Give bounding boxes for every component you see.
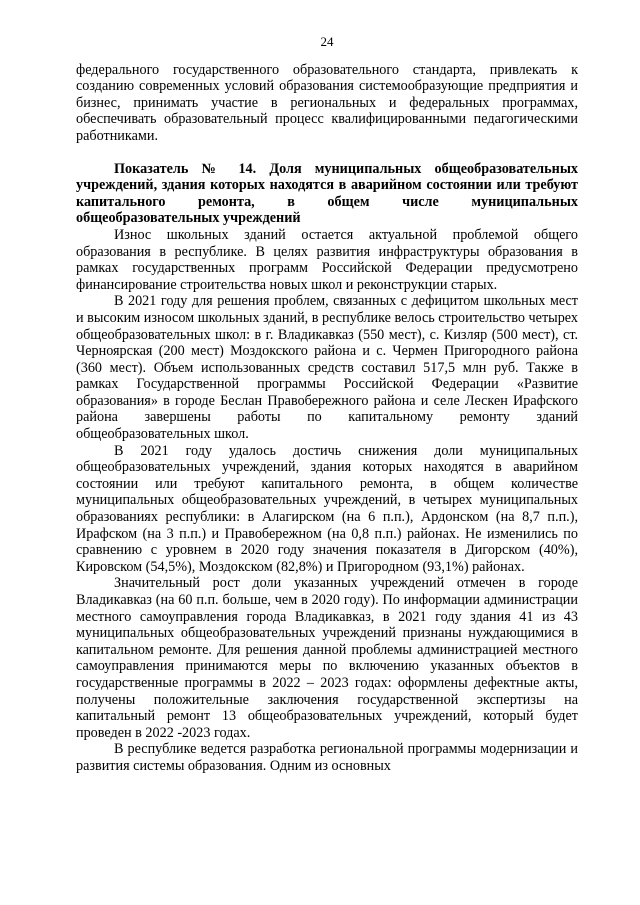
document-page bbox=[76, 34, 578, 775]
intro-paragraph: федерального государственного образовательного стандарта, привлекать к созданию современных условий образования системообразующие предприятия и бизнес, принимать участие в региональных и федеральных программах, обеспечивать образовательный процесс квалифицированными педагогическими работниками. bbox=[76, 61, 578, 144]
paragraph-4: Значительный рост доли указанных учреждений отмечен в городе Владикавказ (на 60 п.п. больше, чем в 2020 году). По информации администрации местного самоуправления города Владикавказ, в 2021 году здания 41 из 43 муниципальных общеобразовательных учреждений признаны нуждающимися в капитальном ремонте. Для решения данной проблемы администрацией местного самоуправления принимаются меры по включению указанных объектов в государственные программы в 2022 – 2023 годах: оформлены дефектные акты, получены положительные заключения государственной экспертизы на капитальный ремонт 13 общеобразовательных учреждений, который будет проведен в 2022 -2023 годах. bbox=[76, 575, 578, 741]
section-heading: Показатель № 14. Доля муниципальных общеобразовательных учреждений, здания которых находятся в аварийном состоянии или требуют капитального ремонта, в общем числе муниципальных общеобразовательных учреждений bbox=[76, 160, 578, 227]
paragraph-5: В республике ведется разработка региональной программы модернизации и развития системы образования. Одним из основных bbox=[76, 741, 578, 774]
page-number: 24 bbox=[320, 34, 334, 49]
paragraph-1: Износ школьных зданий остается актуальной проблемой общего образования в республике. В целях развития инфраструктуры образования в рамках государственных программ Российской Федерации предусмотрено финансирование строительства новых школ и реконструкции старых. bbox=[76, 226, 578, 293]
paragraph-3: В 2021 году удалось достичь снижения доли муниципальных общеобразовательных учреждений, здания которых находятся в аварийном состоянии или требуют капитального ремонта, в общем количестве муниципальных общеобразовательных учреждений, в четырех муниципальных образованиях республики: в Алагирском (на 6 п.п.), Ардонском (на 8,7 п.п.), Ирафском (на 3 п.п.) и Правобережном (на 0,8 п.п.) районах. Не изменились по сравнению с уровнем в 2020 году значения показателя в Дигорском (40%), Кировском (54,5%), Моздокском (82,8%) и Пригородном (93,1%) районах. bbox=[76, 442, 578, 575]
paragraph-2: В 2021 году для решения проблем, связанных с дефицитом школьных мест и высоким износом школьных зданий, в республике велось строительство четырех общеобразовательных школ: в г. Владикавказ (550 мест), с. Кизляр (500 мест), ст. Черноярская (200 мест) Моздокского района и с. Чермен Пригородного района (360 мест). Объем использованных средств составил 517,5 млн руб. Также в рамках Государственной программы Российской Федерации «Развитие образования» в городе Беслан Правобережного района и селе Лескен Ирафского района завершены работы по капитальному ремонту зданий общеобразовательных школ. bbox=[76, 293, 578, 443]
